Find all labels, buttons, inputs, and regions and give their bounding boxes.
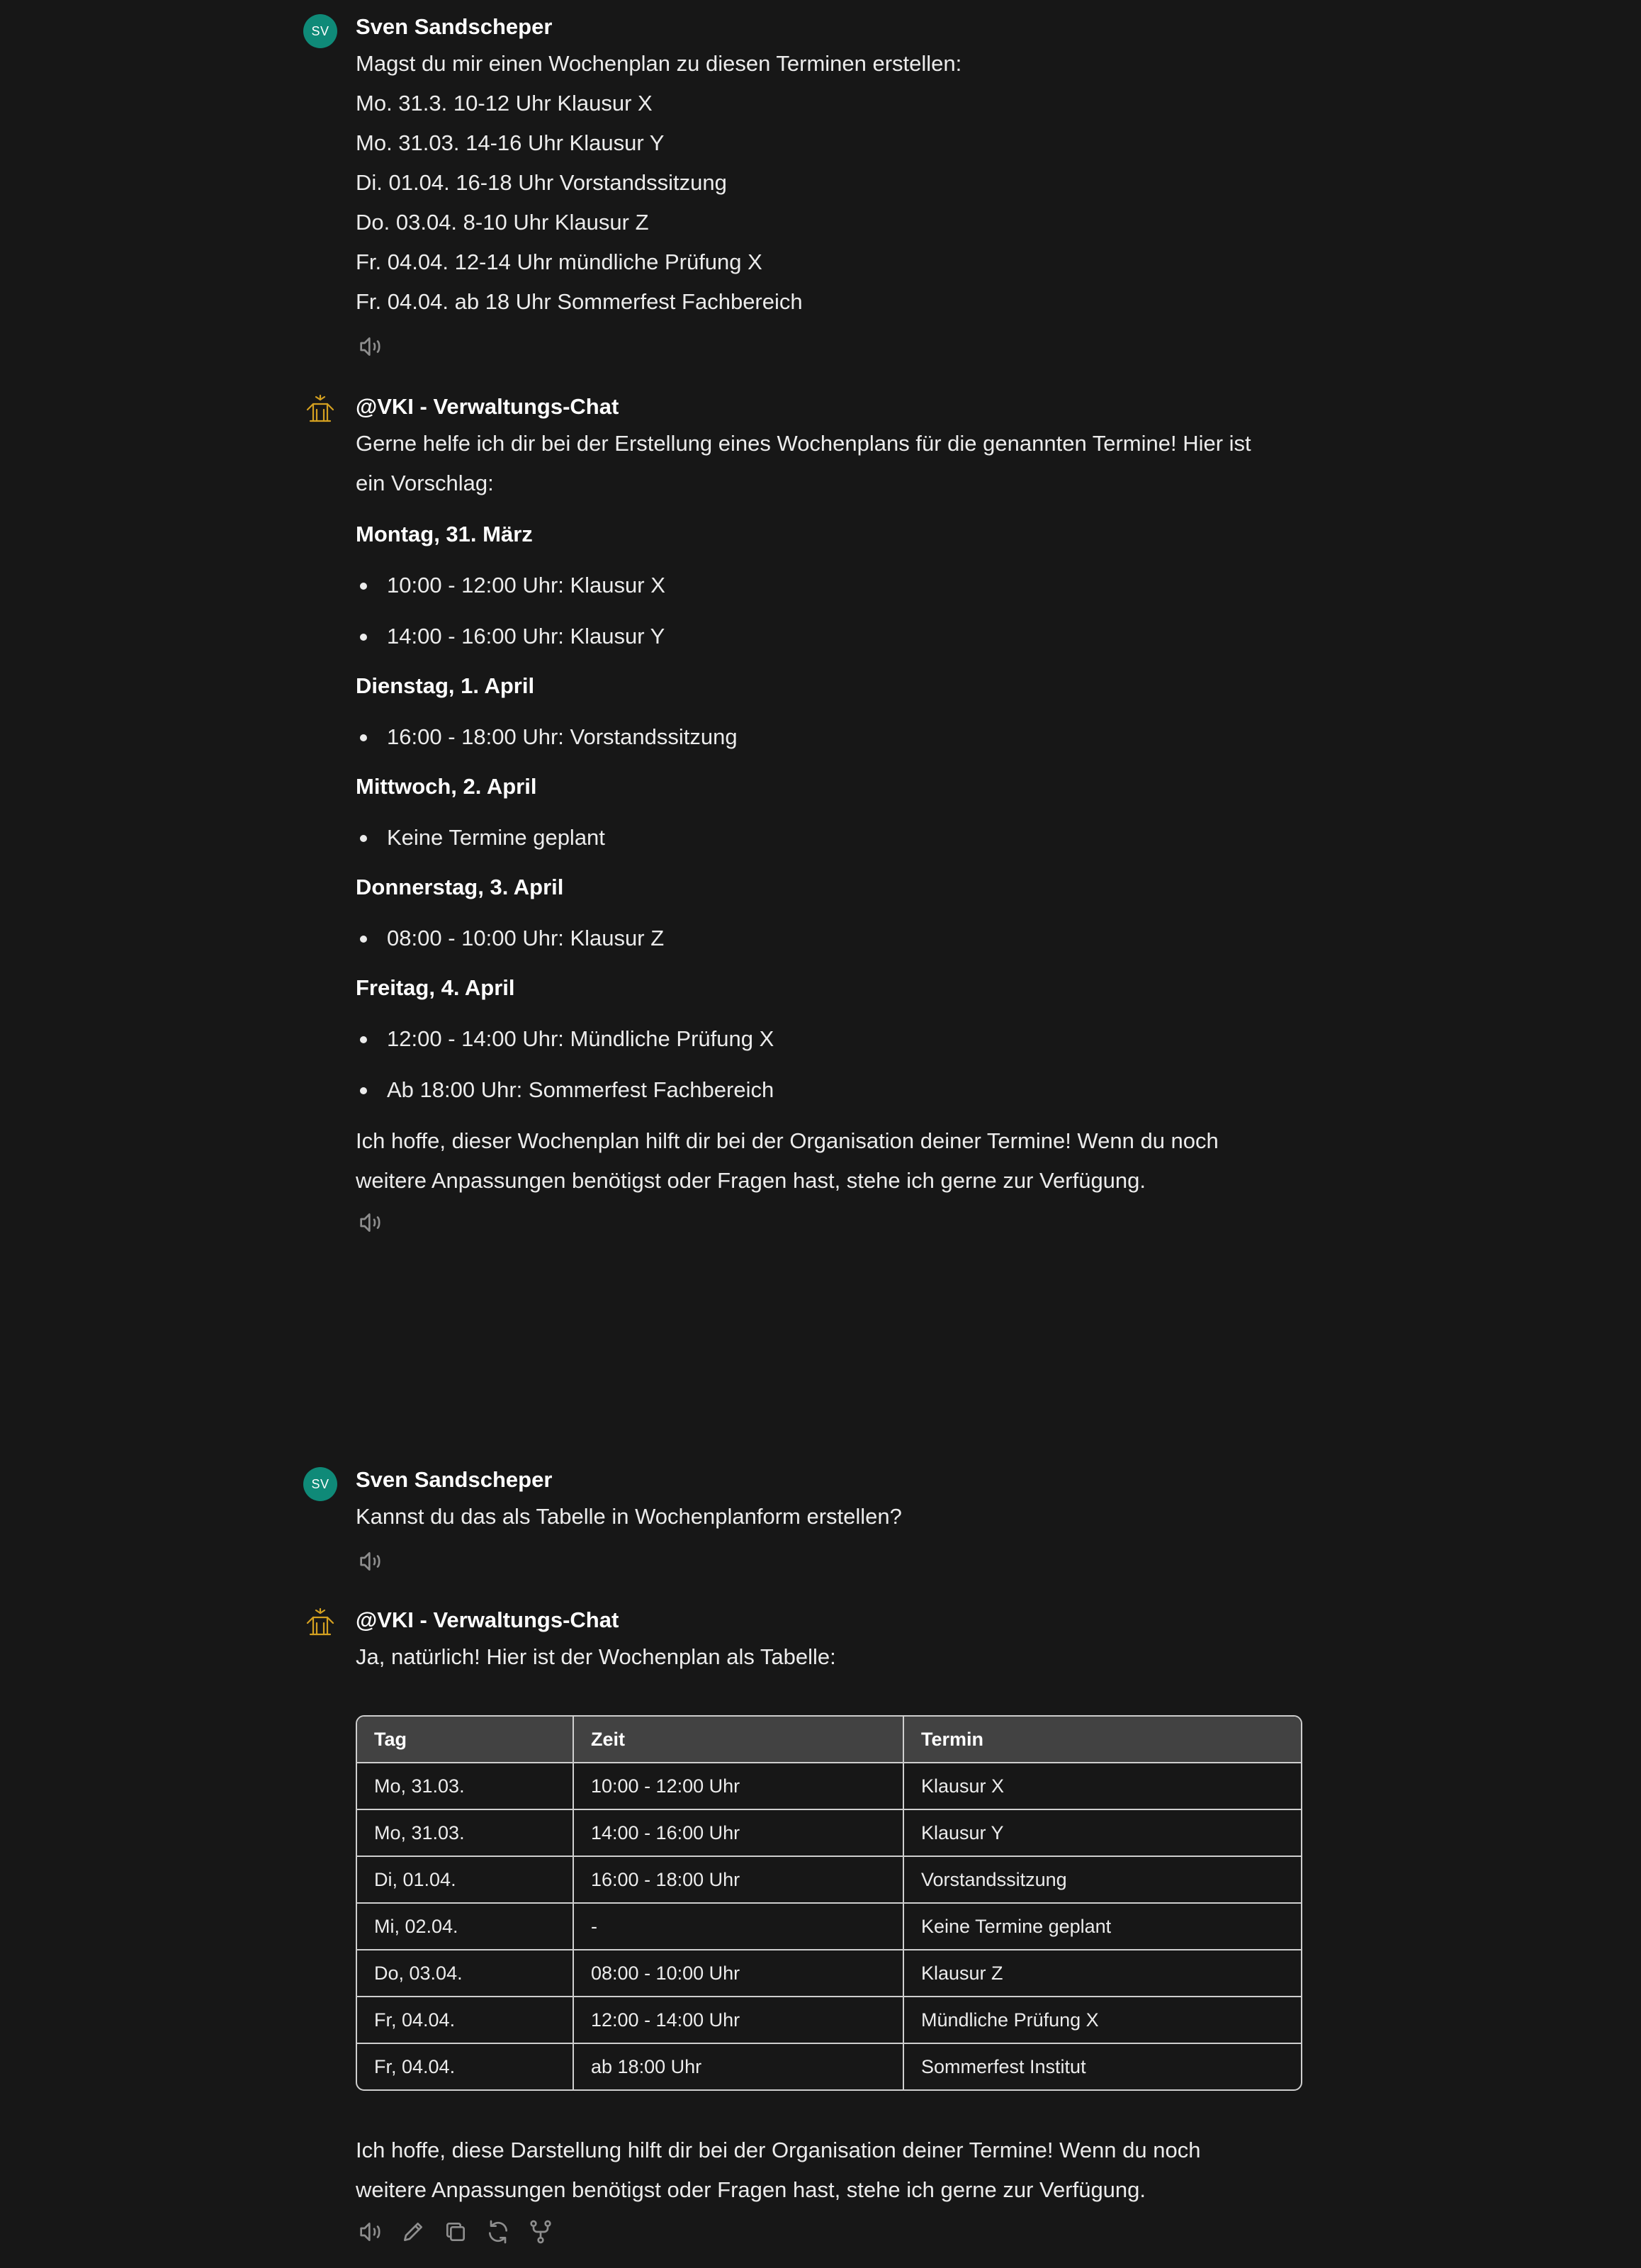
column-header-zeit: Zeit: [574, 1717, 904, 1763]
table-row: [357, 2044, 1301, 2089]
list-item: 12:00 - 14:00 Uhr: Mündliche Prüfung X: [356, 1019, 1309, 1070]
message-line: Fr. 04.04. ab 18 Uhr Sommerfest Fachbereich: [356, 289, 803, 314]
table-cell-zeit: 12:00 - 14:00 Uhr: [574, 1997, 904, 2044]
speaker-icon[interactable]: [356, 1546, 385, 1576]
day-heading: Montag, 31. März: [356, 522, 533, 546]
table-cell-termin: Mündliche Prüfung X: [904, 1997, 1301, 2044]
table-row: [357, 1857, 1301, 1904]
table-cell-termin: Vorstandssitzung: [904, 1857, 1301, 1904]
table-cell-termin: Klausur X: [904, 1763, 1301, 1810]
message-line: Mo. 31.03. 14-16 Uhr Klausur Y: [356, 130, 665, 155]
message-line: weitere Anpassungen benötigst oder Fragen hast, stehe ich gerne zur Verfügung.: [356, 1168, 1146, 1193]
column-header-termin: Termin: [904, 1717, 1301, 1763]
message-line: Fr. 04.04. 12-14 Uhr mündliche Prüfung X: [356, 249, 762, 274]
message-actions: [356, 1208, 1309, 1237]
message-line: ein Vorschlag:: [356, 471, 494, 495]
message-author: @VKI - Verwaltungs-Chat: [356, 394, 619, 419]
bot-icon: [303, 1606, 337, 1640]
table-cell-zeit: 16:00 - 18:00 Uhr: [574, 1857, 904, 1904]
speaker-icon[interactable]: [356, 1208, 385, 1237]
message-line: Ich hoffe, diese Darstellung hilft dir bei der Organisation deiner Termine! Wenn du noch: [356, 2138, 1201, 2162]
message-actions: [356, 2217, 1309, 2247]
message-line: Di. 01.04. 16-18 Uhr Vorstandssitzung: [356, 170, 727, 195]
day-heading: Mittwoch, 2. April: [356, 774, 537, 799]
message-actions: [356, 1546, 1309, 1576]
day-list: [356, 1019, 1309, 1121]
copy-icon[interactable]: [441, 2217, 470, 2247]
user-avatar: SV: [303, 14, 337, 48]
table-cell-tag: Fr, 04.04.: [357, 1997, 574, 2044]
message-line: weitere Anpassungen benötigst oder Fragen hast, stehe ich gerne zur Verfügung.: [356, 2177, 1146, 2202]
day-list: [356, 566, 1309, 668]
table-row: [357, 1904, 1301, 1950]
table-row: [357, 1763, 1301, 1810]
table-cell-termin: Klausur Y: [904, 1810, 1301, 1857]
table-row: [357, 1997, 1301, 2044]
schedule-table: [356, 1715, 1302, 2091]
table-cell-tag: Di, 01.04.: [357, 1857, 574, 1904]
message-line: Magst du mir einen Wochenplan zu diesen Terminen erstellen:: [356, 51, 962, 76]
refresh-icon[interactable]: [483, 2217, 513, 2247]
message-author: Sven Sandscheper: [356, 14, 553, 39]
table-row: [357, 1950, 1301, 1997]
table-cell-zeit: 14:00 - 16:00 Uhr: [574, 1810, 904, 1857]
message-author: Sven Sandscheper: [356, 1467, 553, 1492]
day-list: [356, 818, 1309, 869]
table-cell-zeit: -: [574, 1904, 904, 1950]
speaker-icon[interactable]: [356, 332, 385, 361]
day-list: [356, 919, 1309, 970]
bot-icon: [303, 393, 337, 427]
table-cell-tag: Mi, 02.04.: [357, 1904, 574, 1950]
speaker-icon[interactable]: [356, 2217, 385, 2247]
day-heading: Freitag, 4. April: [356, 975, 515, 1000]
table-cell-zeit: 10:00 - 12:00 Uhr: [574, 1763, 904, 1810]
user-avatar: SV: [303, 1467, 337, 1501]
message-line: Gerne helfe ich dir bei der Erstellung eines Wochenplans für die genannten Termine! Hier ist: [356, 431, 1251, 456]
pencil-icon[interactable]: [398, 2217, 428, 2247]
table-header-row: [357, 1717, 1301, 1763]
table-cell-zeit: ab 18:00 Uhr: [574, 2044, 904, 2089]
table-cell-termin: Sommerfest Institut: [921, 2055, 1086, 2077]
list-item: Keine Termine geplant: [356, 818, 1309, 869]
table-cell-tag: Do, 03.04.: [357, 1950, 574, 1997]
list-item: 10:00 - 12:00 Uhr: Klausur X: [356, 566, 1309, 617]
day-heading: Donnerstag, 3. April: [356, 875, 564, 899]
message-line: Ja, natürlich! Hier ist der Wochenplan als Tabelle:: [356, 1644, 836, 1669]
table-cell-termin: Klausur Z: [904, 1950, 1301, 1997]
table-cell-tag: Fr, 04.04.: [357, 2044, 574, 2089]
table-cell-termin: Keine Termine geplant: [904, 1904, 1301, 1950]
column-header-tag: Tag: [357, 1717, 574, 1763]
fork-icon[interactable]: [526, 2217, 556, 2247]
table-cell-tag: Mo, 31.03.: [357, 1763, 574, 1810]
message-actions: [356, 332, 1309, 361]
message-line: Kannst du das als Tabelle in Wochenplanform erstellen?: [356, 1504, 902, 1529]
day-list: [356, 717, 1309, 768]
message-line: Ich hoffe, dieser Wochenplan hilft dir bei der Organisation deiner Termine! Wenn du noch: [356, 1128, 1219, 1153]
table-cell-tag: Mo, 31.03.: [357, 1810, 574, 1857]
table-row: [357, 1810, 1301, 1857]
day-heading: Dienstag, 1. April: [356, 673, 535, 698]
list-item: Ab 18:00 Uhr: Sommerfest Fachbereich: [356, 1070, 1309, 1121]
list-item: 16:00 - 18:00 Uhr: Vorstandssitzung: [356, 717, 1309, 768]
table-cell-zeit: 08:00 - 10:00 Uhr: [574, 1950, 904, 1997]
message-line: Mo. 31.3. 10-12 Uhr Klausur X: [356, 91, 653, 116]
message-author: @VKI - Verwaltungs-Chat: [356, 1607, 619, 1632]
message-line: Do. 03.04. 8-10 Uhr Klausur Z: [356, 210, 649, 235]
list-item: 08:00 - 10:00 Uhr: Klausur Z: [356, 919, 1309, 970]
list-item: 14:00 - 16:00 Uhr: Klausur Y: [356, 617, 1309, 668]
